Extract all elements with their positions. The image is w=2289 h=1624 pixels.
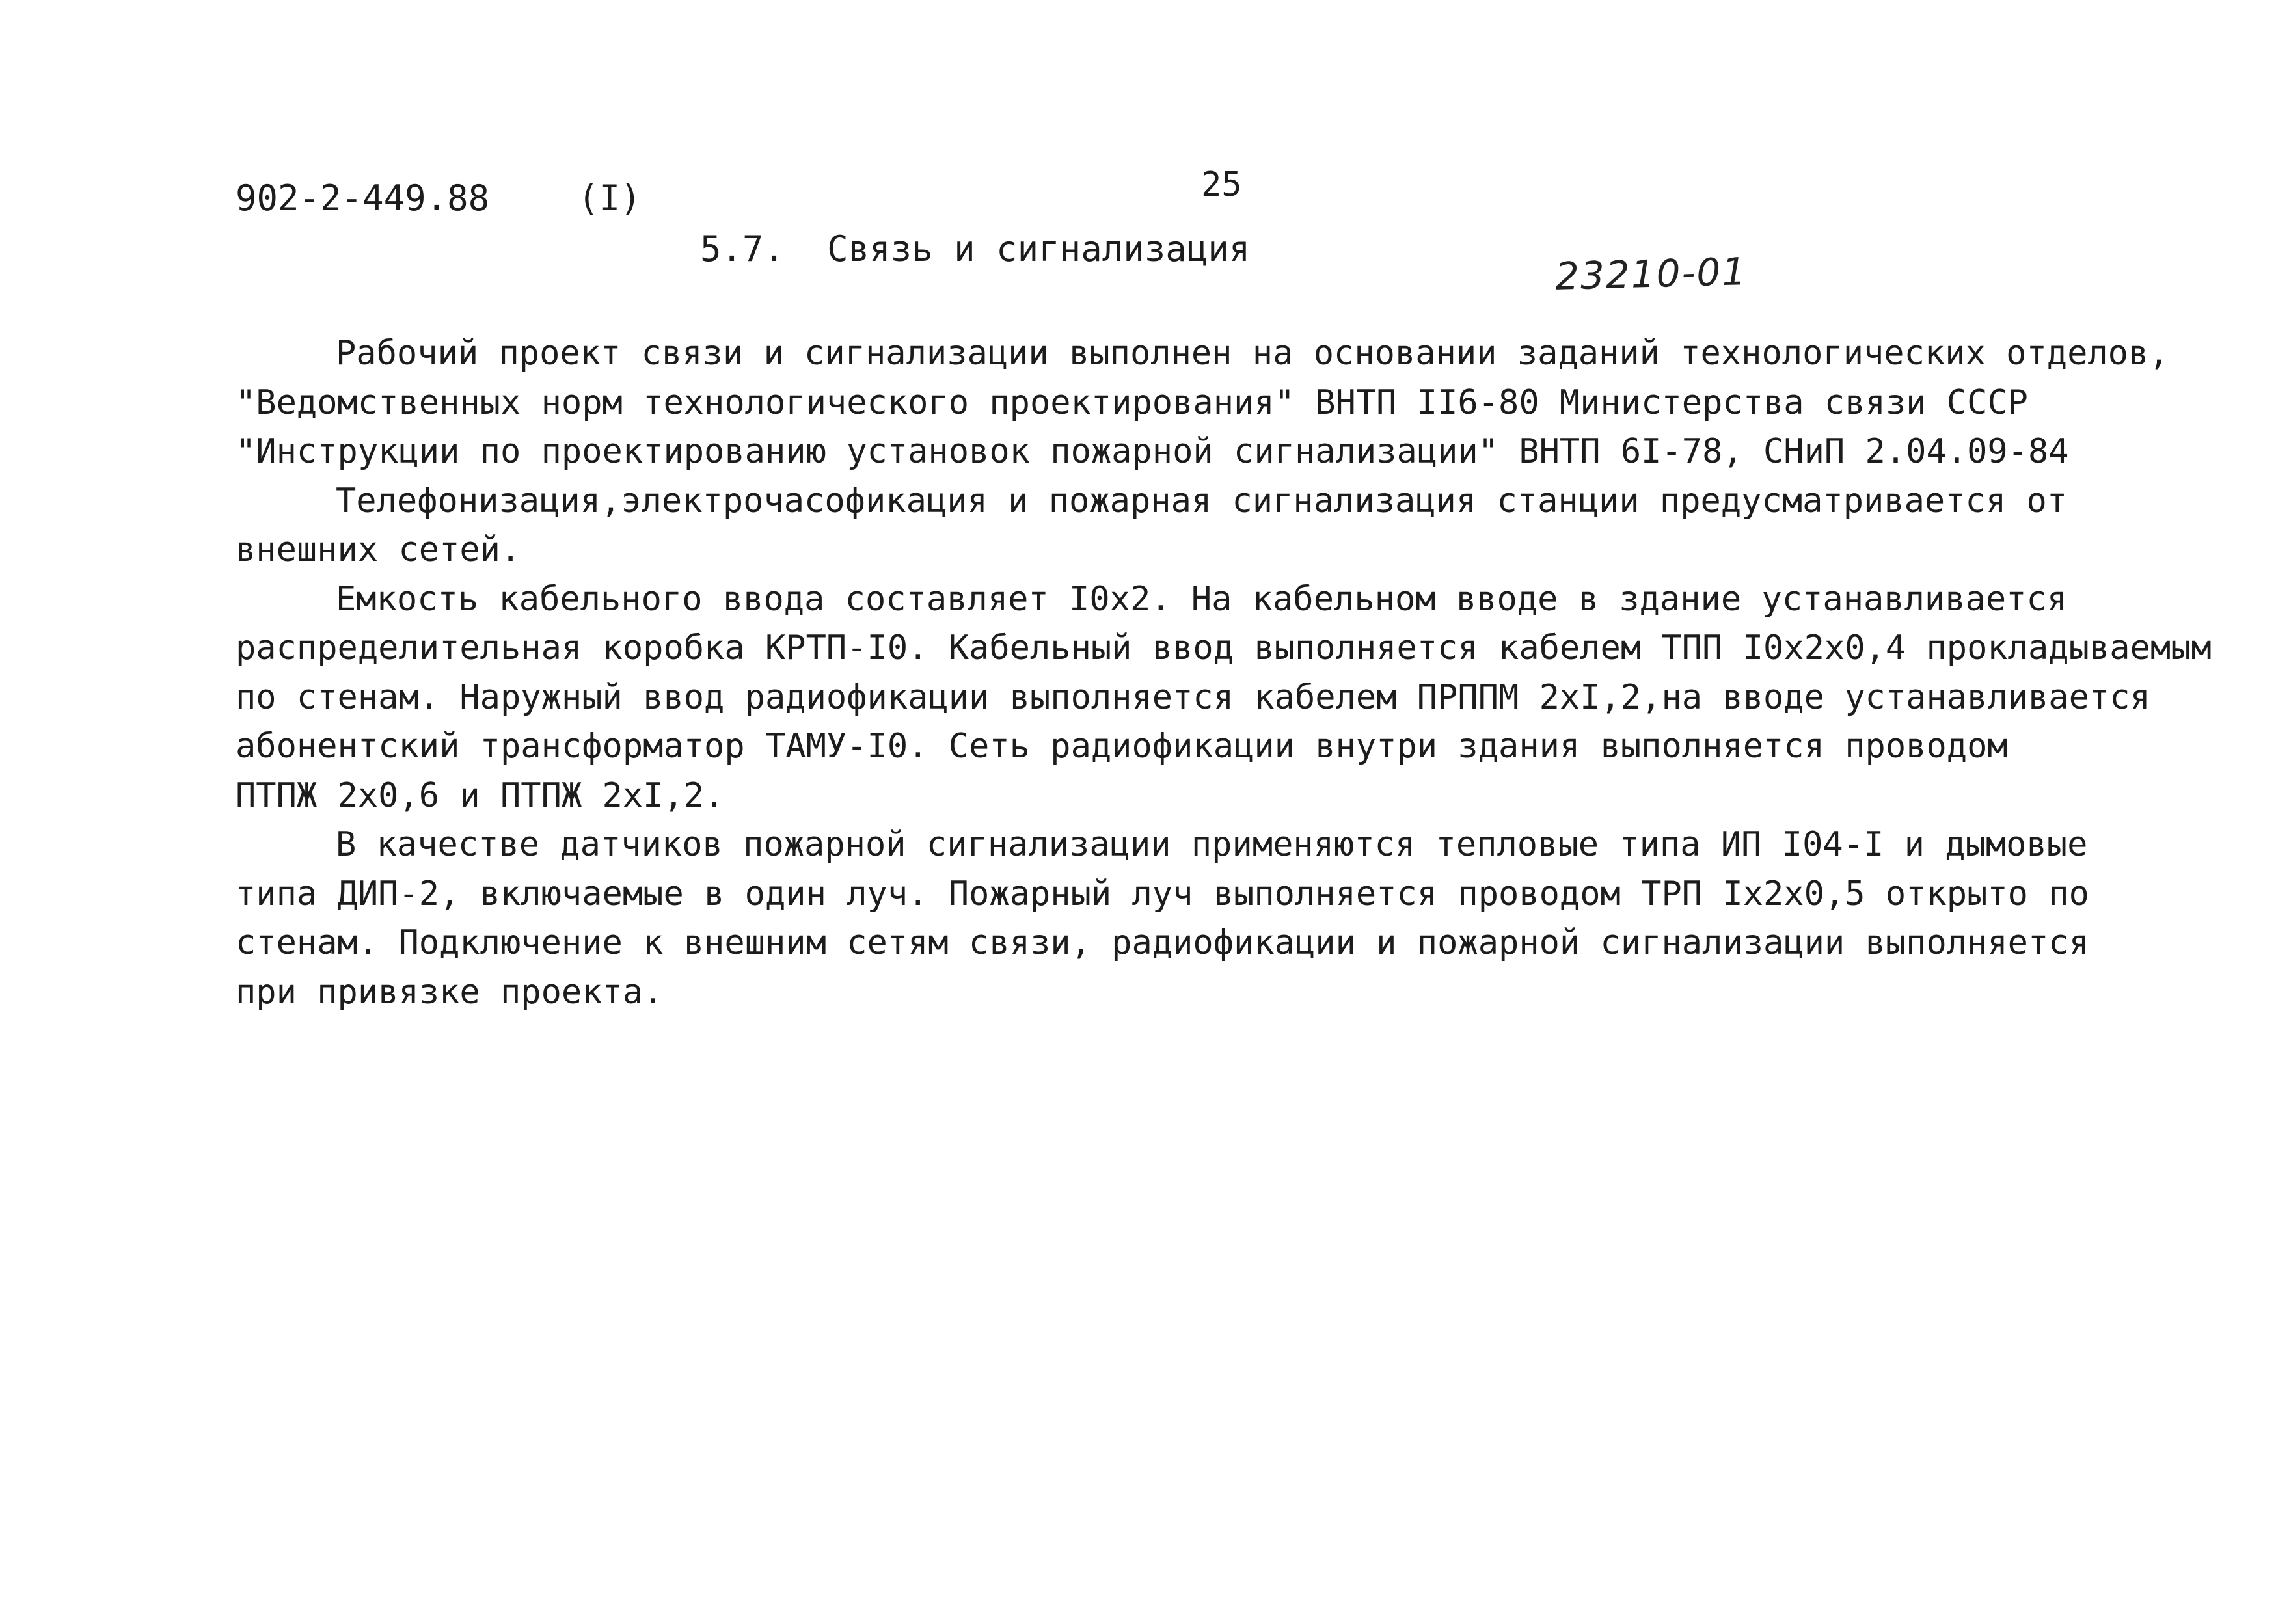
text-line: внешних сетей. bbox=[236, 530, 521, 569]
text-line: Емкость кабельного ввода составляет I0x2. На кабельном вводе в здание устанавливается bbox=[336, 579, 2068, 619]
text-line: распределительная коробка КРТП-I0. Кабельный ввод выполняется кабелем ТПП I0x2x0,4 прокладываемым bbox=[236, 629, 2212, 668]
text-line: ПТПЖ 2x0,6 и ПТПЖ 2xI,2. bbox=[236, 776, 725, 815]
document-part: (I) bbox=[578, 178, 642, 219]
handwritten-number: 23210-01 bbox=[1554, 249, 1748, 299]
page-number: 25 bbox=[1201, 165, 1242, 204]
text-line: типа ДИП-2, включаемые в один луч. Пожарный луч выполняется проводом ТРП Ix2x0,5 открыто по bbox=[236, 874, 2089, 914]
text-line: стенам. Подключение к внешним сетям связи, радиофикации и пожарной сигнализации выполняется bbox=[236, 923, 2089, 962]
text-line: В качестве датчиков пожарной сигнализации применяются тепловые типа ИП I04-I и дымовые bbox=[336, 825, 2088, 864]
section-title: 5.7. Связь и сигнализация bbox=[700, 228, 1251, 269]
text-line: абонентский трансформатор ТАМУ-I0. Сеть радиофикации внутри здания выполняется проводом bbox=[236, 727, 2008, 766]
body-text bbox=[236, 329, 2266, 1017]
document-code: 902-2-449.88 bbox=[236, 178, 490, 219]
text-line: "Ведомственных норм технологического проектирования" ВНТП II6-80 Министерства связи СССР bbox=[236, 383, 2028, 422]
text-line: по стенам. Наружный ввод радиофикации выполняется кабелем ПРППМ 2xI,2,на вводе устанавливается bbox=[236, 677, 2150, 717]
text-line: Телефонизация,электрочасофикация и пожарная сигнализация станции предусматривается от bbox=[336, 481, 2068, 521]
text-line: "Инструкции по проектированию установок пожарной сигнализации" ВНТП 6I-78, СНиП 2.04.09-84 bbox=[236, 432, 2069, 471]
text-line: Рабочий проект связи и сигнализации выполнен на основании заданий технологических отделов, bbox=[336, 334, 2169, 373]
text-line: при привязке проекта. bbox=[236, 972, 664, 1012]
